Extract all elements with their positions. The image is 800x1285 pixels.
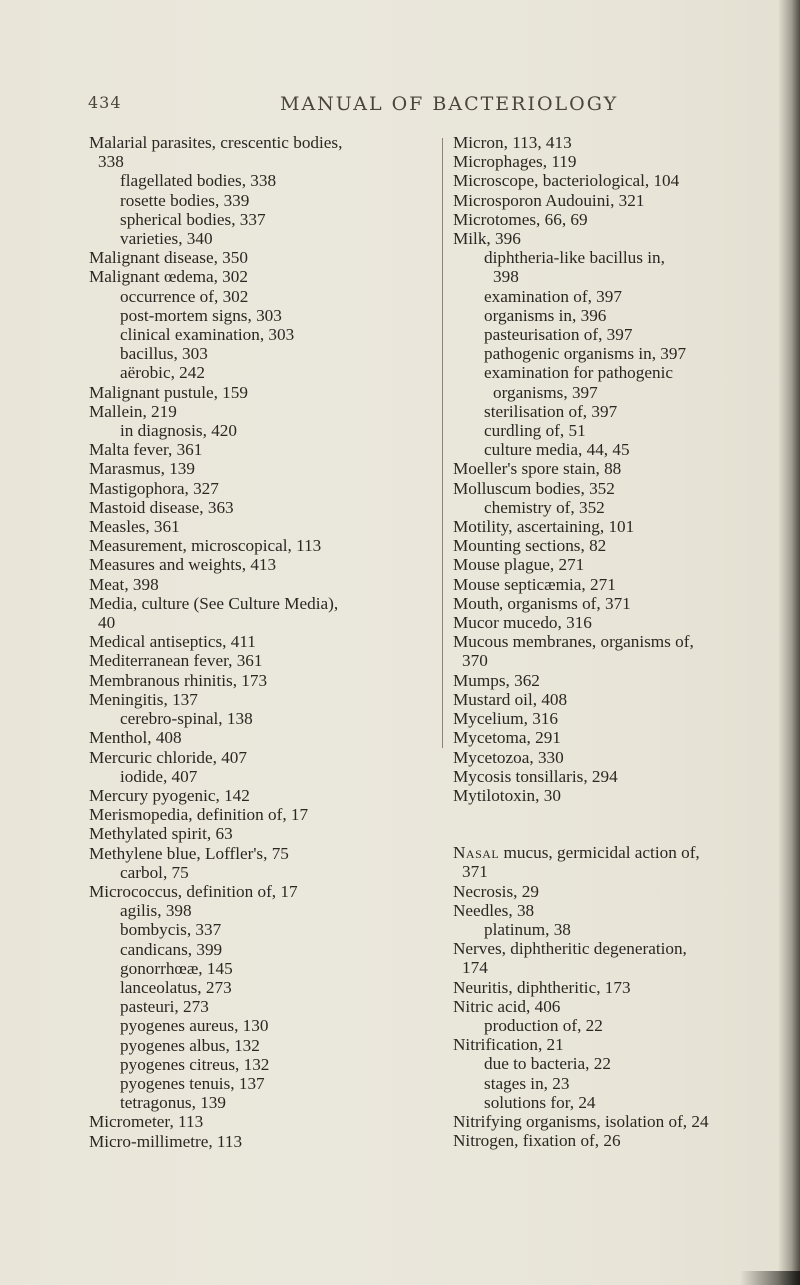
index-entry: Mercury pyogenic, 142 [89, 785, 250, 805]
index-entry: Mouth, organisms of, 371 [453, 593, 631, 613]
index-entry: Mycelium, 316 [453, 709, 559, 729]
index-subentry: carbol, 75 [120, 862, 189, 882]
index-subentry: sterilisation of, 397 [484, 401, 618, 421]
index-entry: Micrococcus, definition of, 17 [89, 881, 298, 901]
index-entry: Meat, 398 [89, 574, 159, 594]
index-entry: Measures and weights, 413 [89, 555, 277, 575]
index-entry-continuation: organisms, 397 [493, 382, 598, 402]
index-column-right [453, 133, 783, 1150]
index-entry: Micrometer, 113 [89, 1112, 204, 1132]
index-subentry: gonorrhœæ, 145 [120, 958, 233, 978]
index-entry: Mucous membranes, organisms of, [453, 632, 694, 652]
index-subentry: cerebro-spinal, 138 [120, 709, 253, 729]
index-entry: Merismopedia, definition of, 17 [89, 805, 309, 825]
index-entry: Mycetoma, 291 [453, 728, 561, 748]
index-entry: Mytilotoxin, 30 [453, 785, 561, 805]
index-subentry: occurrence of, 302 [120, 286, 249, 306]
index-entry: Mercuric chloride, 407 [89, 747, 247, 767]
index-entry: Nerves, diphtheritic degeneration, [453, 939, 687, 959]
index-entry: Methylated spirit, 63 [89, 824, 233, 844]
index-subentry: curdling of, 51 [484, 421, 586, 441]
index-entry: Malignant disease, 350 [89, 248, 248, 268]
index-subentry: due to bacteria, 22 [484, 1054, 611, 1074]
index-entry: Microphages, 119 [453, 152, 577, 172]
index-section-gap [453, 805, 783, 843]
index-entry: Milk, 396 [453, 229, 521, 249]
index-entry: Molluscum bodies, 352 [453, 478, 615, 498]
index-entry: Meningitis, 137 [89, 689, 198, 709]
index-entry: Mouse plague, 271 [453, 555, 585, 575]
index-entry: Malta fever, 361 [89, 440, 203, 460]
index-column-left [89, 133, 439, 1151]
index-subentry: stages in, 23 [484, 1073, 570, 1093]
index-entry-continuation: 40 [98, 613, 116, 633]
index-entry-continuation: 338 [98, 152, 124, 172]
index-subentry: spherical bodies, 337 [120, 209, 266, 229]
index-subentry: pyogenes citreus, 132 [120, 1054, 270, 1074]
index-subentry: pasteurisation of, 397 [484, 325, 633, 345]
index-entry: Micron, 113, 413 [453, 133, 572, 152]
index-subentry: organisms in, 396 [484, 305, 607, 325]
index-entry: Malignant pustule, 159 [89, 382, 248, 402]
index-entry-continuation: 370 [462, 651, 488, 671]
index-entry: Nitrogen, fixation of, 26 [453, 1131, 621, 1151]
index-entry: Membranous rhinitis, 173 [89, 670, 268, 690]
index-entry: Mastoid disease, 363 [89, 497, 234, 517]
index-subentry: tetragonus, 139 [120, 1093, 226, 1113]
index-subentry: platinum, 38 [484, 919, 571, 939]
index-entry-continuation: 371 [462, 862, 488, 882]
index-entry: Mounting sections, 82 [453, 536, 607, 556]
index-entry: Mumps, 362 [453, 670, 540, 690]
index-entry-continuation: 174 [462, 958, 488, 978]
index-subentry: examination for pathogenic [484, 363, 673, 383]
index-entry: Nitric acid, 406 [453, 996, 561, 1016]
index-entry: Mucor mucedo, 316 [453, 613, 592, 633]
index-entry: Needles, 38 [453, 900, 535, 920]
index-entry-continuation: 398 [493, 267, 519, 287]
index-subentry: varieties, 340 [120, 229, 213, 249]
index-subentry: pasteuri, 273 [120, 997, 209, 1017]
index-subentry: candicans, 399 [120, 939, 223, 959]
index-entry: Moeller's spore stain, 88 [453, 459, 622, 479]
page-edge-shadow [778, 0, 800, 1285]
index-entry: Menthol, 408 [89, 728, 182, 748]
index-entry: Necrosis, 29 [453, 881, 539, 901]
index-entry: Nasal mucus, germicidal action of, [453, 843, 700, 863]
index-subentry: aërobic, 242 [120, 363, 205, 383]
index-entry: Mouse septicæmia, 271 [453, 574, 616, 594]
index-entry: Neuritis, diphtheritic, 173 [453, 977, 631, 997]
index-entry: Methylene blue, Loffler's, 75 [89, 843, 289, 863]
index-subentry: pyogenes tenuis, 137 [120, 1073, 265, 1093]
index-subentry: rosette bodies, 339 [120, 190, 250, 210]
index-subentry: solutions for, 24 [484, 1092, 596, 1112]
index-entry: Microsporon Audouini, 321 [453, 190, 645, 210]
index-entry: Microtomes, 66, 69 [453, 209, 588, 229]
index-entry: Marasmus, 139 [89, 459, 195, 479]
index-subentry: in diagnosis, 420 [120, 421, 237, 441]
index-subentry: production of, 22 [484, 1015, 603, 1035]
index-entry: Microscope, bacteriological, 104 [453, 171, 680, 191]
index-subentry: clinical examination, 303 [120, 325, 295, 345]
index-entry: Nitrifying organisms, isolation of, 24 [453, 1111, 709, 1131]
index-entry: Medical antiseptics, 411 [89, 632, 256, 652]
page-number: 434 [88, 93, 122, 112]
index-subentry: post-mortem signs, 303 [120, 305, 282, 325]
column-divider [442, 138, 443, 748]
index-entry: Mediterranean fever, 361 [89, 651, 263, 671]
index-subentry: flagellated bodies, 338 [120, 171, 277, 191]
index-entry: Mycosis tonsillaris, 294 [453, 766, 618, 786]
running-head [88, 93, 688, 117]
index-entry: Micro-millimetre, 113 [89, 1131, 243, 1151]
index-entry: Measurement, microscopical, 113 [89, 536, 322, 556]
index-entry: Mustard oil, 408 [453, 689, 568, 709]
index-subentry: chemistry of, 352 [484, 497, 605, 517]
index-entry: Mallein, 219 [89, 401, 177, 421]
index-entry: Motility, ascertaining, 101 [453, 517, 635, 537]
index-entry: Malignant œdema, 302 [89, 267, 248, 287]
index-entry: Mycetozoa, 330 [453, 747, 564, 767]
page-corner-shadow [740, 1271, 800, 1285]
index-subentry: examination of, 397 [484, 286, 622, 306]
index-subentry: agilis, 398 [120, 901, 192, 921]
index-subentry: bombycis, 337 [120, 920, 222, 940]
index-subentry: bacillus, 303 [120, 344, 208, 364]
index-subentry: lanceolatus, 273 [120, 977, 232, 997]
running-title: MANUAL OF BACTERIOLOGY [280, 93, 619, 115]
index-entry: Malarial parasites, crescentic bodies, [89, 133, 343, 152]
index-entry: Mastigophora, 327 [89, 478, 219, 498]
index-entry: Measles, 361 [89, 517, 180, 537]
index-subentry: iodide, 407 [120, 766, 198, 786]
index-entry: Media, culture (See Culture Media), [89, 593, 339, 613]
index-subentry: diphtheria-like bacillus in, [484, 248, 665, 268]
index-subentry: pathogenic organisms in, 397 [484, 344, 687, 364]
index-subentry: pyogenes aureus, 130 [120, 1016, 269, 1036]
index-subentry: culture media, 44, 45 [484, 440, 630, 460]
index-entry: Nitrification, 21 [453, 1035, 564, 1055]
index-subentry: pyogenes albus, 132 [120, 1035, 260, 1055]
